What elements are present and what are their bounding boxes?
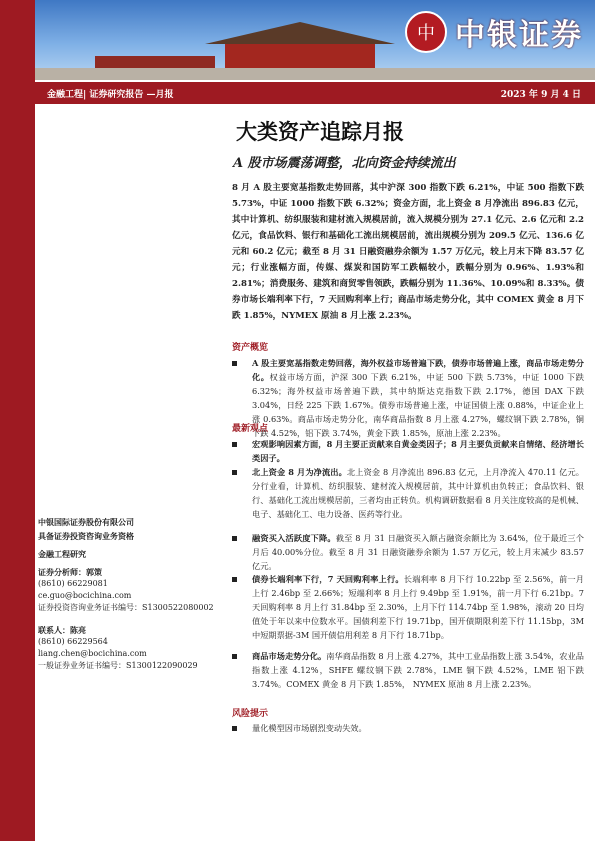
sidebar-qualification: 具备证券投资咨询业务资格 (38, 531, 134, 541)
sidebar-company: 中银国际证券股份有限公司 (38, 517, 134, 527)
bullet-commodity (232, 649, 584, 691)
bullet-bold: 融资买入活跃度下降。 (252, 533, 336, 543)
analyst-cert: 证券投资咨询业务证书编号：S1300522080002 (38, 603, 214, 612)
analyst-phone: (8610) 66229081 (38, 579, 108, 588)
bullet-text: 截至 8 月 31 日融资买入额占融资余额比为 3.64%，位于最近三个月后 40.00%分位。截至 8 月 31 日融资融券余额为 1.57 万亿元，较上月末减少 83.57 亿元。 (252, 533, 584, 571)
report-info-bar (35, 82, 595, 104)
page-subtitle: A 股市场震荡调整，北向资金持续流出 (233, 156, 456, 171)
bullet-bold: 北上资金 8 月为净流出。 (252, 467, 347, 477)
contact-name: 联系人：陈亮 (38, 625, 86, 635)
section-overview: 资产概览 (232, 343, 269, 353)
brand-name: 中银证券 (455, 18, 583, 53)
report-category: 金融工程| 证券研究报告 —月报 (47, 90, 174, 100)
contact-cert: 一般证券业务证书编号：S1300122090029 (38, 661, 198, 670)
bullet-bold: 宏观影响因素方面，8 月主要正贡献来自黄金类因子；8 月主要负贡献来自情绪、经济增长类因子。 (252, 439, 584, 463)
contact-phone: (8610) 66229564 (38, 637, 108, 646)
palace-roof (205, 22, 395, 44)
bullet-north (232, 465, 584, 521)
bullet-bold: 债券长端利率下行，7 天回购利率上行。 (252, 574, 404, 584)
bullet-bold: A 股主要宽基指数走势回落，海外权益市场普遍下跌，债券市场普遍上涨，商品市场走势分化。 (252, 358, 584, 382)
sidebar-dept: 金融工程研究 (38, 549, 86, 559)
palace-ground (35, 68, 595, 80)
bullet-text: 权益市场方面，沪深 300 下跌 6.21%，中证 500 下跌 5.73%，中证 1000 下跌 6.32%；海外权益市场普遍下跌，其中纳斯达克指数下跌 2.17%，德国 DAX 下跌 3.04%，日经 225 下跌 1.67%。债券市场普遍上涨，中证国债上涨 0.88%，中证企业上涨 0.63%。商品市场走势分化，南华商品指数 8 月上涨 4.27%，螺纹钢下跌 2.78%，铜下跌 4.52%，铝下跌 3.74%，黄金下跌 1.85%，原油上涨 2.23%。 (252, 372, 584, 438)
brand-logo (405, 10, 583, 54)
bullet-macro (232, 437, 584, 465)
summary-paragraph: 8 月 A 股主要宽基指数走势回落，其中沪深 300 指数下跌 6.21%，中证 500 指数下跌 5.73%，中证 1000 指数下跌 6.32%；资金方面，北上资金 8 月净流出 896.83 亿元，其中计算机、纺织服装和建材流入规模居前，流入规模分别为 27.1 亿元、2.6 亿元和 2.2 亿元，食品饮料、银行和基础化工流出规模居前，流出规模分别为 209.5 亿元、136.6 亿元和 60.2 亿元；截至 8 月 31 日融资融券余额为 1.57 万亿元，较上月末下降 83.57 亿元；行业涨幅方面，传媒、煤炭和国防军工跌幅较小，跌幅分别为 0.96%、1.93%和 2.81%；消费服务、建筑和商贸零售领跌，跌幅分别为 11.36%、10.09%和 8.33%。债券市场长端利率下行，7 天回购利率上行；商品市场走势分化，其中 COMEX 黄金 8 月下跌 1.85%，NYMEX 原油 8 月上涨 2.23%。 (232, 183, 584, 321)
analyst-email: ce.guo@bocichina.com (38, 591, 132, 600)
bullet-marker-icon (232, 654, 237, 659)
bullet-marker-icon (232, 577, 237, 582)
section-risk: 风险提示 (232, 709, 269, 719)
bullet-marker-icon (232, 442, 237, 447)
page-title: 大类资产追踪月报 (236, 119, 404, 144)
header-banner-image (35, 0, 595, 80)
left-red-bar (0, 0, 35, 841)
palace-hall (225, 44, 375, 70)
bullet-text: 长端利率 8 月下行 10.22bp 至 2.56%，前一月上行 2.46bp 至 2.66%；短端利率 8 月上行 9.49bp 至 1.91%，前一月下行 6.21bp。7 天回购利率 8 月上行 31.84bp 至 2.30%，上月下行 114.74bp 至 1.98%，滚动 20 日均值处于年以来中位数水平。国债利差下行 19.71bp，国开债期限利差下行 11.15bp，3M 中短期票据-3M 国开债信用利差 8 月下行 18.71bp。 (252, 574, 584, 640)
bullet-text: 南华商品指数 8 月上涨 4.27%，其中工业品指数上涨 3.54%，农业品指数上涨 4.12%，SHFE 螺纹钢下跌 2.78%，LME 铜下跌 4.52%，LME 铝下跌 3.74%。COMEX 黄金 8 月下跌 1.85%， NYMEX 原油 8 月上涨 2.23%。 (252, 651, 584, 689)
bullet-bond (232, 572, 584, 642)
bullet-text: 量化模型因市场剧烈变动失效。 (252, 723, 367, 733)
analyst-name: 证券分析师：郭策 (38, 567, 102, 577)
bullet-risk (232, 721, 584, 735)
bullet-text: 北上资金 8 月净流出 896.83 亿元，上月净流入 470.11 亿元。分行业看，计算机、纺织服装、建材流入规模居前，其中计算机由负转正；食品饮料、银行、基础化工流出规模居前，三者均由正转负。机构调研数据看 8 月关注度较高的是机械、电子、基础化工、电力设备、医药等行业。 (252, 467, 584, 519)
bullet-bold: 商品市场走势分化。 (252, 651, 327, 661)
bank-logo-icon: 中 (405, 11, 447, 53)
bullet-overview (232, 356, 584, 440)
contact-email: liang.chen@bocichina.com (38, 649, 147, 658)
report-date: 2023 年 9 月 4 日 (500, 90, 581, 100)
bullet-marker-icon (232, 361, 237, 366)
bullet-marker-icon (232, 726, 237, 731)
bullet-marker-icon (232, 470, 237, 475)
section-views: 最新观点 (232, 424, 269, 434)
bullet-margin (232, 531, 584, 573)
bullet-marker-icon (232, 536, 237, 541)
